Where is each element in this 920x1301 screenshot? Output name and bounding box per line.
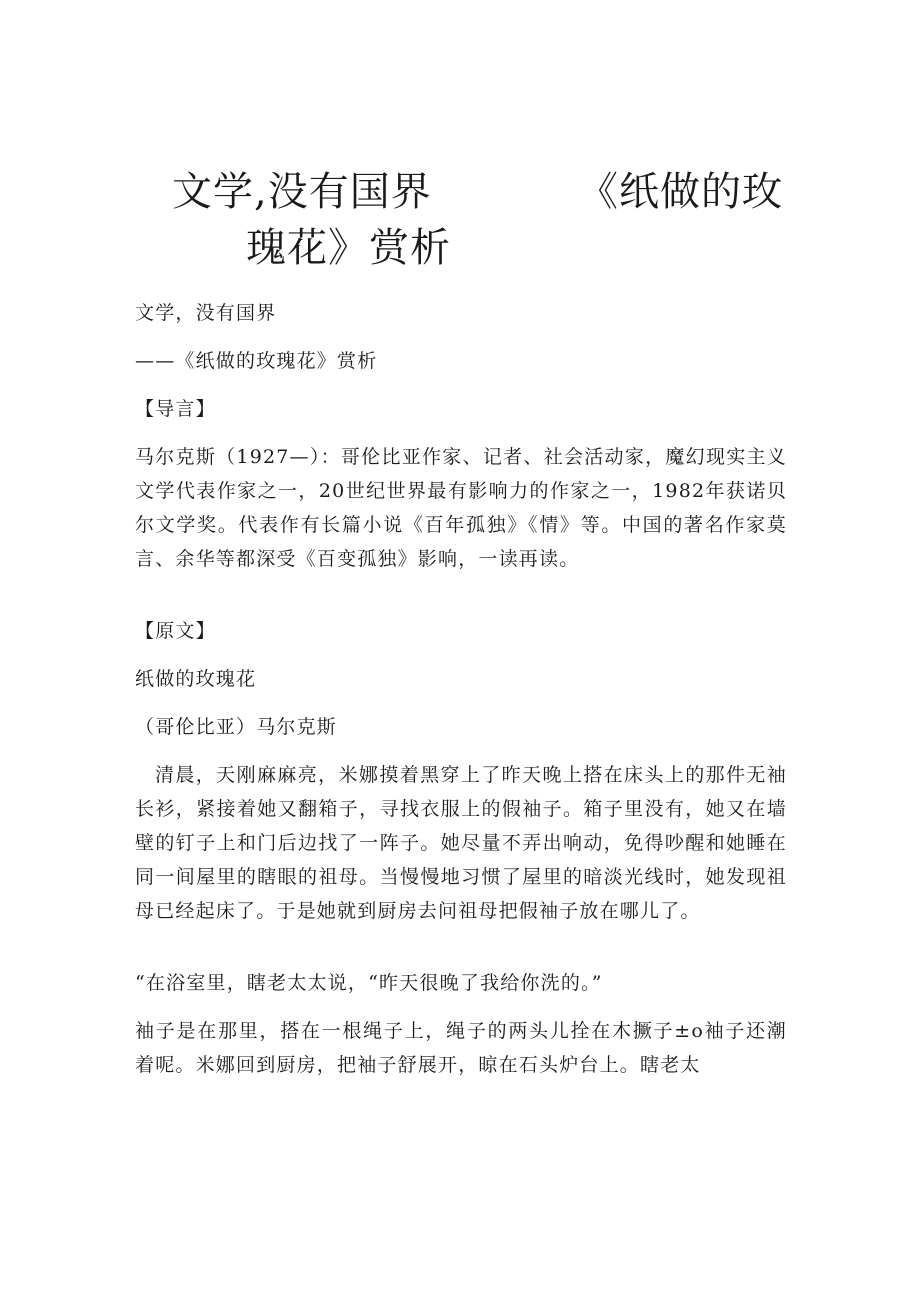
section-label-intro: 【导言】 bbox=[135, 398, 216, 420]
work-author: （哥伦比亚）马尔克斯 bbox=[135, 716, 338, 738]
story-paragraph-1: 清晨，天刚麻麻亮，米娜摸着黑穿上了昨天晚上搭在床头上的那件无袖长衫，紧接着她又翻箱子，寻找衣服上的假袖子。箱子里没有，她又在墙壁的钉子上和门后边找了一阵子。她尽量不弄出响动，免得吵醒和她睡在同一间屋里的瞎眼的祖母。当慢慢地习惯了屋里的暗淡光线时，她发现祖母已经起床了。于是她就到厨房去问祖母把假袖子放在哪儿了。 bbox=[135, 764, 787, 922]
heading-main: 文学，没有国界 bbox=[135, 302, 277, 324]
story-paragraph-3: 袖子是在那里，搭在一根绳子上，绳子的两头儿拴在木撅子±o袖子还潮着呢。米娜回到厨房，把袖子舒展开，晾在石头炉台上。瞎老太 bbox=[135, 1020, 787, 1076]
heading-subtitle: ——《纸做的玫瑰花》赏析 bbox=[135, 350, 378, 372]
document-title-part3: 瑰花》赏析 bbox=[246, 225, 451, 271]
intro-paragraph: 马尔克斯（1927—）：哥伦比亚作家、记者、社会活动家，魔幻现实主义文学代表作家之一，20世纪世界最有影响力的作家之一，1982年获诺贝尔文学奖。代表作有长篇小说《百年孤独》《情》等。中国的著名作家莫言、余华等都深受《百变孤独》影响，一读再读。 bbox=[135, 446, 787, 570]
document-title-part1: 文学,没有国界 bbox=[172, 169, 432, 215]
section-label-original: 【原文】 bbox=[135, 620, 216, 642]
work-title: 纸做的玫瑰花 bbox=[135, 668, 257, 690]
story-paragraph-2: “在浴室里，瞎老太太说，“昨天很晚了我给你洗的。” bbox=[135, 972, 603, 994]
document-title-part2: 《纸做的玫 bbox=[578, 169, 783, 215]
